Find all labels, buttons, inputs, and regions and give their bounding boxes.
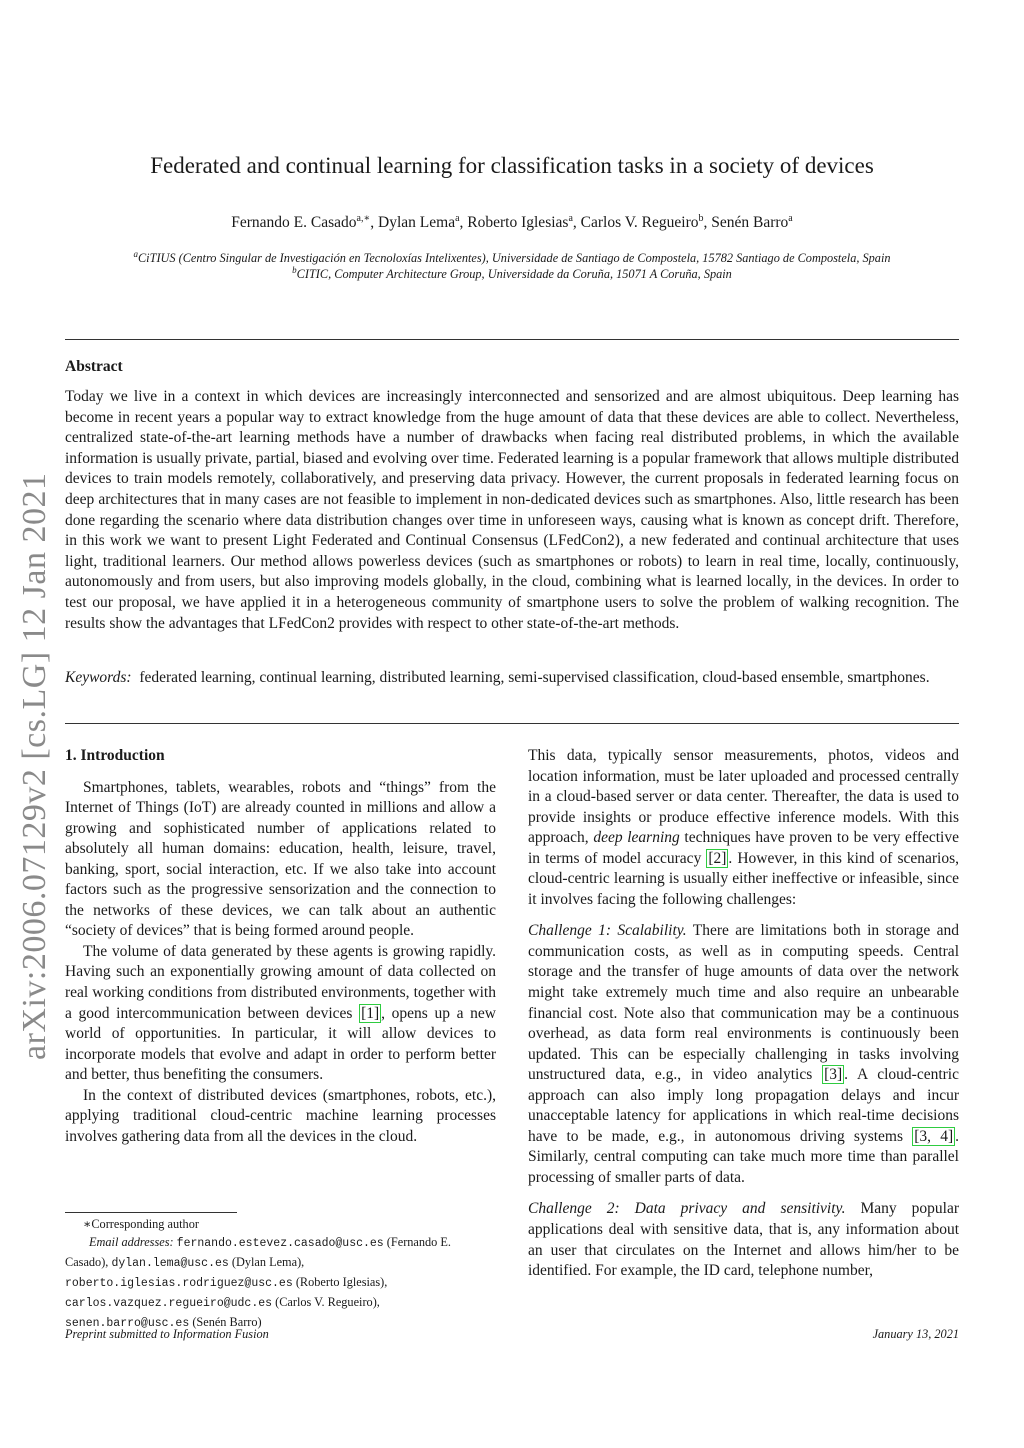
author-affil-mark: a (788, 213, 793, 224)
right-column (528, 746, 959, 1282)
footnote-rule (65, 1212, 237, 1213)
text-run: techniques have proven to be very effective in terms of model accuracy (528, 829, 959, 867)
affiliation-text: CiTIUS (Centro Singular de Investigación en Tecnoloxías Intelixentes), Universidade de Santiago de Compostela, 15782 Santiago de Compostela, Spain (137, 251, 891, 266)
emphasis: deep learning (593, 829, 680, 847)
email-owner: (Senén Barro) (192, 1315, 262, 1329)
email-link[interactable]: dylan.lema@usc.es (111, 1257, 229, 1270)
abstract-text: Today we live in a context in which devices are increasingly interconnected and sensorized and are almost ubiquitous. Deep learning has become in recent years a popular way to extract knowledge from the huge amount of data that these devices are able to collect. Nevertheless, centralized state-of-the-art learning methods have a number of drawbacks when facing real distributed problems, in which the available information is usually private, partial, biased and evolving over time. Federated learning is a popular framework that allows multiple distributed devices to train models remotely, collaboratively, and preserving data privacy. However, the current proposals in federated learning focus on deep architectures that in many cases are not feasible to implement in non-dedicated devices such as smartphones. Also, little research has been done regarding the scenario where data distribution changes over time in unforeseen ways, causing what is known as concept drift. Therefore, in this work we want to present Light Federated and Continual Consensus (LFedCon2), a new federated and continual architecture that uses light, traditional learners. Our method allows powerless devices (such as smartphones or robots) to learn in real time, locally, continuously, autonomously and from users, but also improving models globally, in the cloud, combining what is learned locally, in the devices. In order to test our proposal, we have applied it in a heterogeneous community of smartphone users to solve the problem of walking recognition. The results show the advantages that LFedCon2 provides with respect to other state-of-the-art methods. (65, 388, 959, 632)
text-run: Many popular applications deal with sensitive data, that is, any information about an user that circulates on the Internet and allows him/her to be identified. For example, the ID card, telephone number, (528, 1200, 959, 1280)
text-run: , opens up a new world of opportunities. In particular, it will allow devices to incorporate models that evolve and adapt in order to perform better and better, thus benefiting the consumers. (65, 1004, 496, 1084)
author: Carlos V. Regueiro (580, 214, 699, 232)
intro-paragraph-2 (65, 942, 496, 1086)
arxiv-stamp: arXiv:2006.07129v2 [cs.LG] 12 Jan 2021 (16, 472, 53, 1060)
intro-paragraph-3: In the context of distributed devices (smartphones, robots, etc.), applying traditional cloud-centric machine learning processes involves gathering data from all the devices in the cloud. (65, 1086, 496, 1145)
author-affil-mark: a (568, 213, 573, 224)
left-column (65, 746, 496, 1147)
citation-link[interactable]: [1] (361, 1004, 380, 1022)
text-run: This data, typically sensor measurements, photos, videos and location information, must be later uploaded and processed centrally in a cloud-based server or data center. Thereafter, the data is used to provide insights or produce effective inference models. With this approach, (528, 747, 959, 847)
paper-title: Federated and continual learning for classification tasks in a society of devices (150, 153, 874, 178)
email-owner: (Roberto Iglesias), (295, 1275, 388, 1289)
top-rule (65, 339, 959, 340)
author-list: Fernando E. Casado$^{a,∗}$, Dylan Lema$^a$, Roberto Iglesias$^a$, Carlos V. Regueiro$^b$, Senén Barro$^a$ (231, 213, 793, 232)
intro-paragraph-1: Smartphones, tablets, wearables, robots and “things” from the Internet of Things (IoT) are already counted in millions and allow a growing and sophisticated number of applications related to absolutely all human domains: education, health, leisure, travel, banking, sport, social interaction, etc. If we also take into account factors such as the progressive sensorization and the connection to the networks of these devices, we can talk about an authentic “society of devices” that is being formed around people. (65, 778, 496, 940)
email-link[interactable]: senen.barro@usc.es (65, 1317, 190, 1330)
author-affil-mark: a (455, 213, 460, 224)
corresponding-author-note: ∗Corresponding author (83, 1217, 199, 1231)
keywords-text: federated learning, continual learning, distributed learning, semi-supervised classification, cloud-based ensemble, smartphones. (139, 669, 930, 686)
footer-preprint-note: Preprint submitted to Information Fusion (65, 1327, 269, 1341)
affiliation (65, 262, 959, 282)
keywords-label: Keywords: (65, 669, 132, 686)
author-affil-mark: a,∗ (356, 213, 371, 224)
author: Fernando E. Casado (231, 214, 357, 232)
challenge-1-paragraph (528, 921, 959, 1188)
email-label: Email addresses: (89, 1235, 174, 1249)
abstract-heading: Abstract (65, 358, 123, 375)
email-link[interactable]: roberto.iglesias.rodriguez@usc.es (65, 1277, 293, 1290)
right-paragraph-1 (528, 746, 959, 910)
email-owner: (Fernando E. Casado), (65, 1235, 451, 1269)
citation-link[interactable]: [2] (708, 849, 727, 867)
author: Dylan Lema (378, 214, 456, 232)
challenge-2-title: Challenge 2: Data privacy and sensitivity. (528, 1200, 846, 1218)
challenge-2-paragraph (528, 1199, 959, 1281)
email-link[interactable]: fernando.estevez.casado@usc.es (176, 1237, 384, 1250)
text-run: There are limitations both in storage and communication costs, as well as in computing speeds. Central storage and the transfer of huge amounts of data over the network might take extremely much time and also require an unbearable financial cost. Note also that communication may be a continuous overhead, as data form real environments is continuously been updated. This can be especially challenging in tasks involving unstructured data, e.g., in video analytics (528, 922, 959, 1084)
author-affil-mark: b (698, 213, 704, 224)
footer-date: January 13, 2021 (872, 1327, 959, 1341)
text-run: . However, in this kind of scenarios, cloud-centric learning is usually either ineffective or infeasible, since it involves facing the following challenges: (528, 849, 959, 908)
email-owner: (Carlos V. Regueiro), (275, 1295, 380, 1309)
affiliation-text: CITIC, Computer Architecture Group, Universidade da Coruña, 15071 A Coruña, Spain (296, 267, 732, 282)
email-link[interactable]: carlos.vazquez.regueiro@udc.es (65, 1297, 273, 1310)
text-run: . Similarly, central computing can take much more time than parallel processing of smaller parts of data. (528, 1127, 959, 1186)
challenge-1-title: Challenge 1: Scalability. (528, 922, 687, 940)
email-addresses (65, 1233, 496, 1333)
affiliation-mark: b (292, 265, 297, 275)
text-run: The volume of data generated by these agents is growing rapidly. Having such an exponentially growing amount of data collected on real working conditions from distributed environments, together with a good intercommunication between devices (65, 942, 496, 1022)
text-run: . A cloud-centric approach can also imply long propagation delays and incur unacceptable latency for applications in which real-time decisions have to be made, e.g., in autonomous driving systems (528, 1066, 959, 1145)
affiliation-mark: a (133, 249, 138, 259)
keywords (65, 668, 959, 689)
citation-link[interactable]: [3] (824, 1066, 843, 1084)
footnote (65, 1215, 496, 1333)
author: Roberto Iglesias (467, 214, 569, 232)
section-heading-introduction: 1. Introduction (65, 747, 165, 764)
abstract-bottom-rule (65, 723, 959, 724)
email-owner: (Dylan Lema), (231, 1255, 305, 1269)
author: Senén Barro (711, 214, 789, 232)
citation-link[interactable]: [3, 4] (914, 1127, 954, 1145)
